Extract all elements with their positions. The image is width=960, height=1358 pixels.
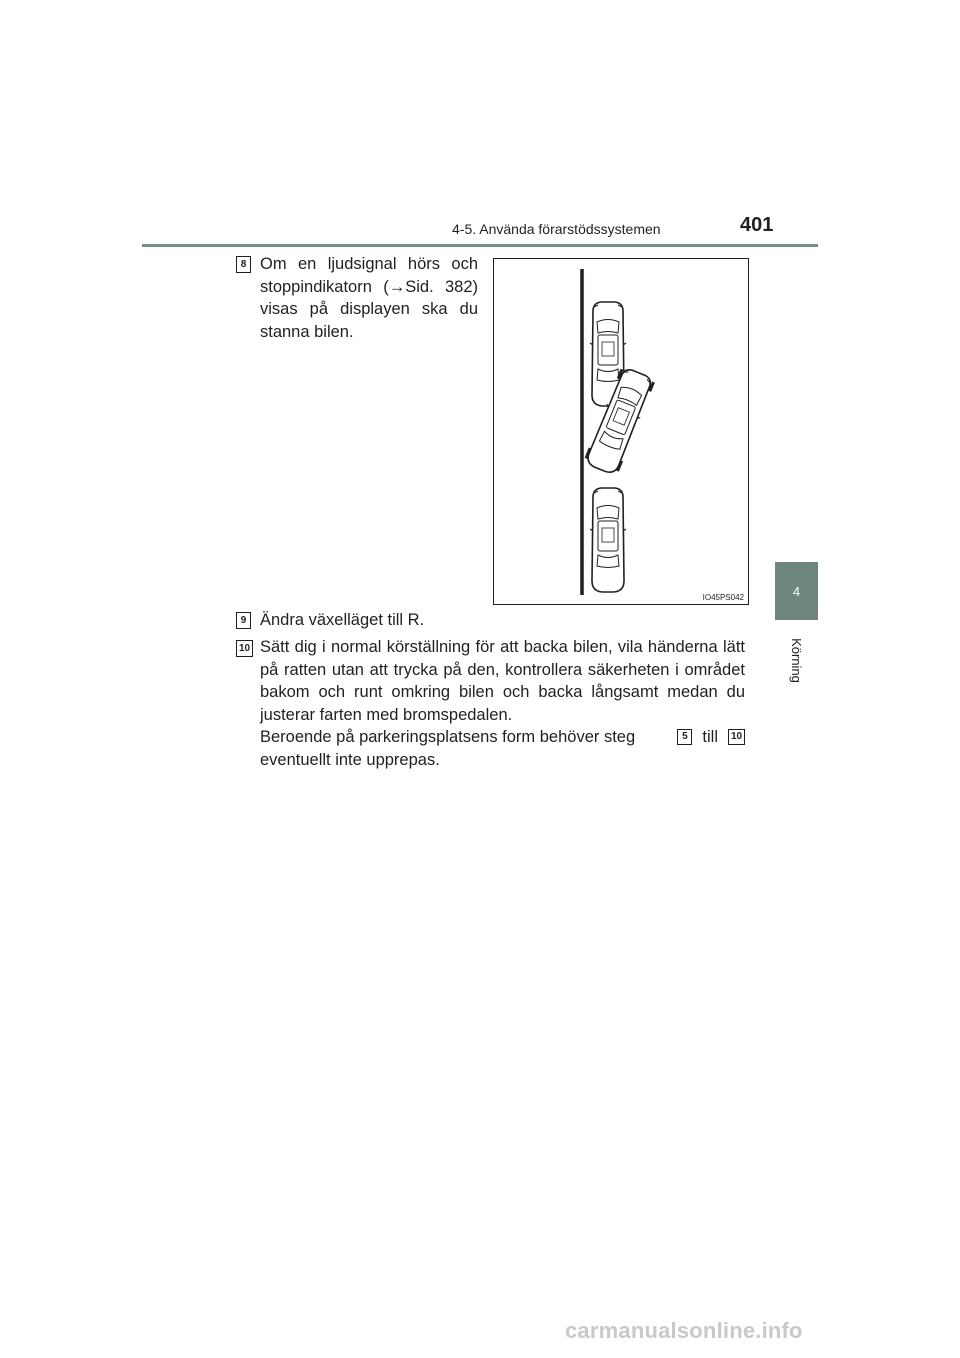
step-number-8: 8 [236,256,251,273]
step-ref-10: 10 [728,729,745,745]
chapter-label: Körning [788,637,804,683]
chapter-number: 4 [792,583,801,599]
step-ref-5: 5 [677,729,692,745]
step-number-9: 9 [236,612,251,629]
parked-car-rear [590,488,626,592]
step-10-text [260,636,745,771]
step-10-note-before: Beroende på parkeringsplatsens form behöver steg [260,728,636,746]
page-number: 401 [740,214,774,236]
watermark: carmanualsonline.info [565,1318,803,1343]
parking-diagram [494,259,750,606]
step-10-note-refs [677,726,745,749]
step-10-note-mid: till [702,728,718,746]
step-8-line-2: stoppindikatorn (→Sid. 382) [260,277,478,296]
section-title: 4-5. Använda förarstödssystemen [452,221,661,237]
figure-code: IO45PS042 [702,593,744,602]
step-number-10: 10 [236,640,253,657]
header-divider [142,244,818,247]
step-8-line-1: Om en ljudsignal hörs och [260,255,478,273]
parking-figure [493,258,749,605]
step-8-line-3: visas på displayen ska du [260,300,478,318]
step-8-line-4: stanna bilen. [260,322,354,341]
step-8-text [260,253,478,343]
step-10-body: Sätt dig i normal körställning för att backa bilen, vila händerna lätt på ratten utan att trycka på den, kontrollera säkerheten i området bakom och runt omkring bilen och backa långsamt medan du justerar farten med bromspedalen. [260,638,745,724]
step-10-note-after: eventuellt inte upprepas. [260,750,440,769]
step-9-text: Ändra växelläget till R. [260,611,425,629]
chapter-tab [775,562,818,620]
chapter-label-box [770,630,822,690]
step-10-note-line [260,726,745,749]
